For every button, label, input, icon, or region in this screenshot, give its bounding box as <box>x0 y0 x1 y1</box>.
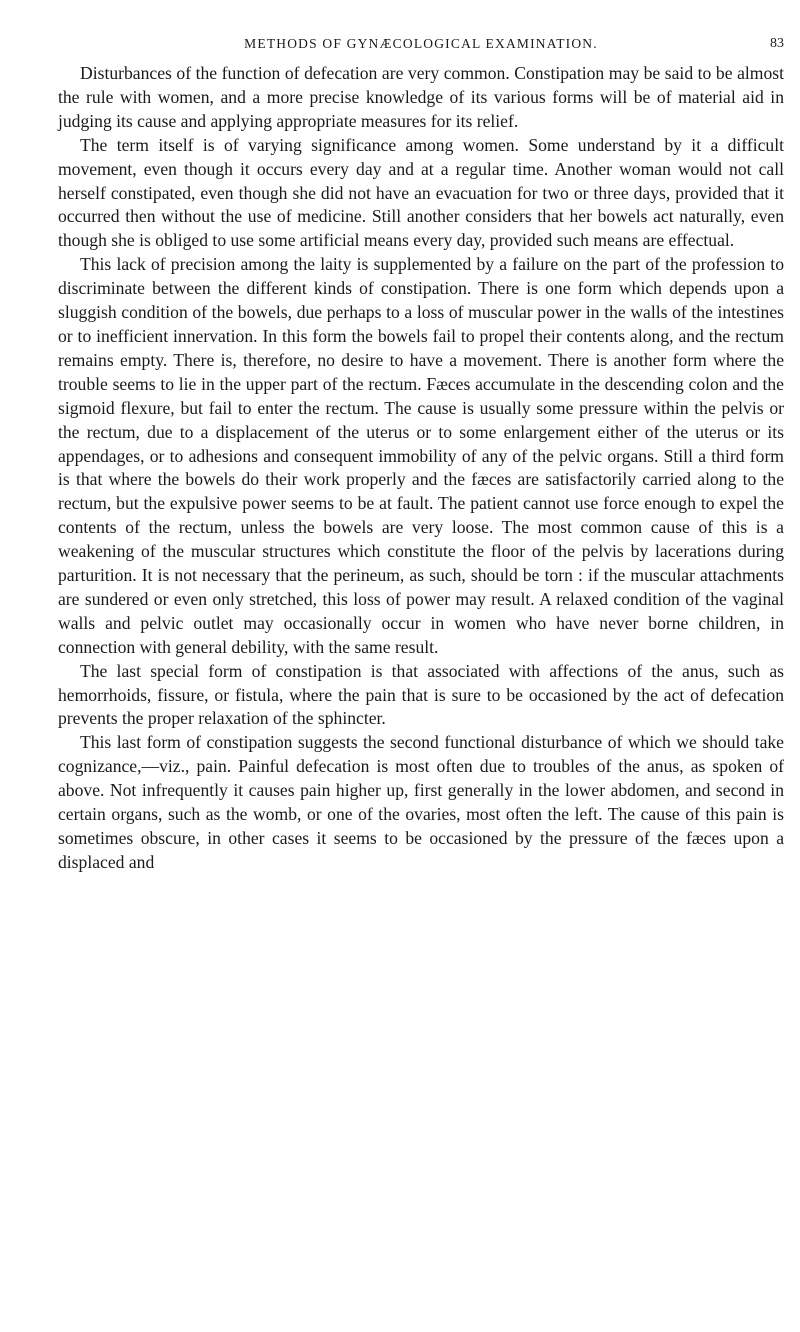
page-number: 83 <box>770 36 784 51</box>
page-header <box>58 36 784 58</box>
paragraph-term-significance: The term itself is of varying significance among women. Some understand by it a difficult movement, even though it occurs every day and at a regular time. Another woman would not call herself constipated, even though she did not have an evacuation for two or three days, provided that it occurred then without the use of medicine. Still another considers that her bowels act naturally, even though she is obliged to use some artificial means every day, provided such means are effectual. <box>58 134 784 251</box>
running-head: METHODS OF GYNÆCOLOGICAL EXAMINATION. <box>244 36 598 51</box>
body-text <box>58 62 784 875</box>
paragraph-defecation-disturbances: Disturbances of the function of defecation are very common. Constipation may be said to be almost the rule with women, and a more precise knowledge of its various forms will be of material aid in judging its cause and applying appropriate measures for its relief. <box>58 63 784 131</box>
paragraph-forms-of-constipation: This lack of precision among the laity is supplemented by a failure on the part of the profession to discriminate between the different kinds of constipation. There is one form which depends upon a sluggish condition of the bowels, due perhaps to a loss of muscular power in the walls of the intestines or to inefficient innervation. In this form the bowels fail to propel their contents along, and the rectum remains empty. There is, therefore, no desire to have a movement. There is another form where the trouble seems to lie in the upper part of the rectum. Fæces accumulate in the descending colon and the sigmoid flexure, but fail to enter the rectum. The cause is usually some pressure within the pelvis or the rectum, due to a displacement of the uterus or to some enlargement either of the uterus or its appendages, or to adhesions and consequent immobility of any of the pelvic organs. Still a third form is that where the bowels do their work properly and the fæces are satisfactorily carried along to the rectum, but the expulsive power seems to be at fault. The patient cannot use force enough to expel the contents of the rectum, unless the bowels are very loose. The most common cause of this is a weakening of the muscular structures which constitute the floor of the pelvis by lacerations during parturition. It is not necessary that the perineum, as such, should be torn : if the muscular attachments are sundered or even only stretched, this loss of power may result. A relaxed condition of the vaginal walls and pelvic outlet may occasionally occur in women who have never borne children, in connection with general debility, with the same result. <box>58 254 784 657</box>
paragraph-anal-constipation: The last special form of constipation is that associated with affections of the anus, such as hemorrhoids, fissure, or fistula, where the pain that is sure to be occasioned by the act of defecation prevents the proper relaxation of the sphincter. <box>58 660 784 729</box>
paragraph-painful-defecation: This last form of constipation suggests the second functional disturbance of which we should take cognizance,—viz., pain. Painful defecation is most often due to troubles of the anus, as spoken of above. Not infrequently it causes pain higher up, first generally in the lower abdomen, and second in certain organs, such as the womb, or one of the ovaries, most often the left. The cause of this pain is sometimes obscure, in other cases it seems to be occasioned by the pressure of the fæces upon a displaced and <box>58 732 784 872</box>
